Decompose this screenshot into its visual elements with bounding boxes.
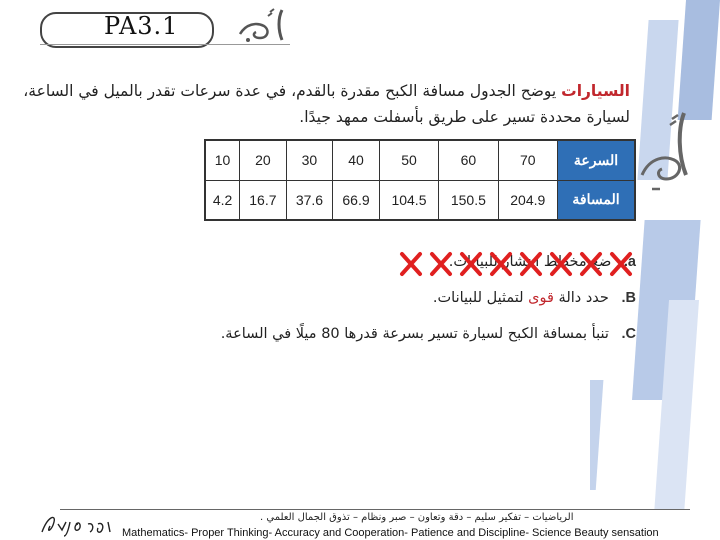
question-letter: a. xyxy=(623,254,636,270)
question-text-before: حدد دالة xyxy=(553,290,609,306)
table-cell: 20 xyxy=(240,140,287,180)
table-cell: 104.5 xyxy=(379,180,438,220)
problem-keyword: السيارات xyxy=(561,82,630,100)
cross-icon xyxy=(522,254,540,274)
lesson-code: PA3.1 xyxy=(104,12,179,40)
table-cell: 204.9 xyxy=(498,180,557,220)
table-cell: 10 xyxy=(205,140,240,180)
question-c xyxy=(221,326,636,342)
problem-text: يوضح الجدول مسافة الكبح مقدرة بالقدم، في عدة سرعات تقدر بالميل في الساعة، لسيارة محددة تسير على طريق بأسفلت ممهد جيدًا. xyxy=(23,82,630,126)
table-cell: 60 xyxy=(439,140,498,180)
footer-rule xyxy=(60,509,690,510)
row-header-speed: السرعة xyxy=(558,140,636,180)
iqra-logo-icon xyxy=(232,4,292,46)
question-letter: B. xyxy=(621,290,636,306)
footer-arabic: الرياضيات – تفكير سليم – دقة وتعاون – صبر ونظام – تذوق الجمال العلمي . xyxy=(260,512,574,523)
question-highlight: قوى xyxy=(528,290,554,306)
iqra-side-logo-icon xyxy=(632,105,704,197)
footer-english: Mathematics- Proper Thinking- Accuracy and Cooperation- Patience and Discipline- Science Beauty sensation xyxy=(122,527,659,539)
question-text-after: لتمثيل للبيانات. xyxy=(432,290,529,306)
speed-distance-table xyxy=(204,139,636,221)
table-cell: 4.2 xyxy=(205,180,240,220)
table-cell: 37.6 xyxy=(286,180,333,220)
problem-statement xyxy=(18,78,630,130)
table-cell: 40 xyxy=(333,140,380,180)
signature-icon xyxy=(38,512,120,538)
row-header-distance: المسافة xyxy=(558,180,636,220)
table-cell: 30 xyxy=(286,140,333,180)
cross-icon xyxy=(582,254,600,274)
cross-icon xyxy=(432,254,450,274)
question-letter: C. xyxy=(621,326,636,342)
table-cell: 150.5 xyxy=(439,180,498,220)
question-b xyxy=(433,290,636,306)
cross-icon xyxy=(612,254,630,274)
table-cell: 16.7 xyxy=(240,180,287,220)
question-text: تنبأ بمسافة الكبح لسيارة تسير بسرعة قدرها 80 ميلًا في الساعة. xyxy=(220,326,609,342)
table-row xyxy=(205,140,635,180)
cross-icon xyxy=(552,254,570,274)
table-row xyxy=(205,180,635,220)
table-cell: 50 xyxy=(379,140,438,180)
question-text: ضع مخطط انتشار للبيانات. xyxy=(448,254,612,270)
cross-icon xyxy=(462,254,480,274)
cross-icon xyxy=(402,254,420,274)
table-cell: 66.9 xyxy=(333,180,380,220)
cross-icon xyxy=(492,254,510,274)
table-cell: 70 xyxy=(498,140,557,180)
cross-marks xyxy=(398,250,644,280)
